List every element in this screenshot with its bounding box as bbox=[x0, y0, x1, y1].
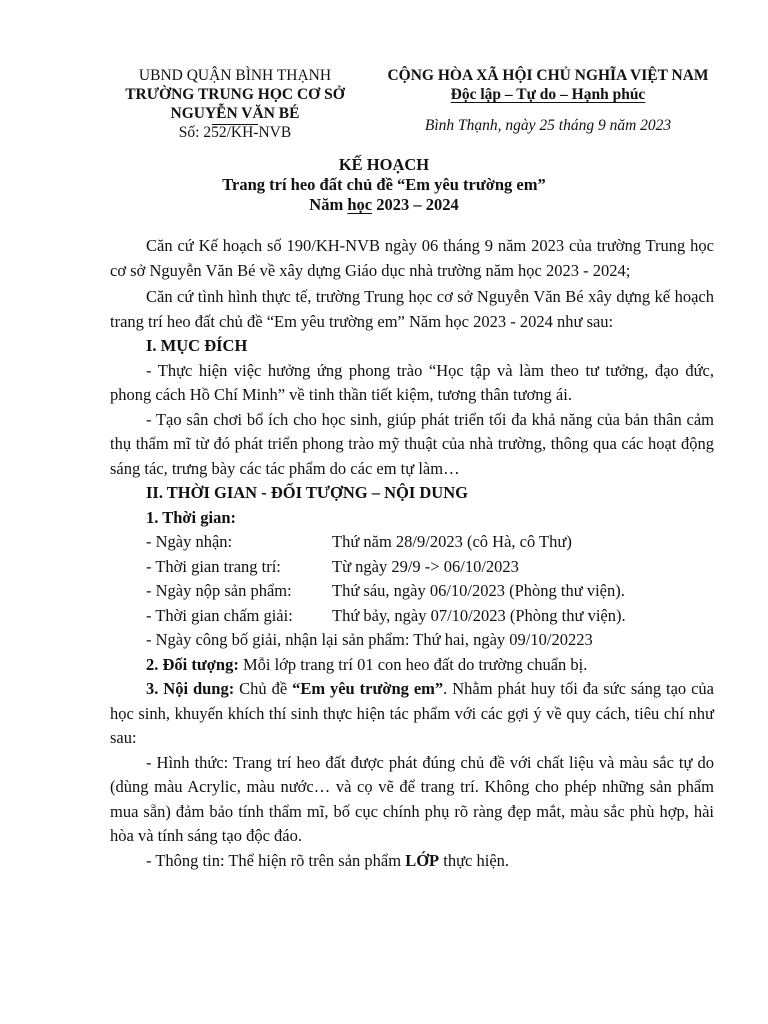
school-year-suffix: 2023 – 2024 bbox=[372, 195, 459, 214]
plan-title: KẾ HOẠCH bbox=[338, 155, 430, 174]
school-year-underlined: học bbox=[347, 195, 373, 214]
header-divider bbox=[212, 124, 258, 125]
content-text-1: Chủ đề bbox=[234, 679, 293, 698]
time-heading: 1. Thời gian: bbox=[146, 507, 236, 527]
intro-paragraph-2: Căn cứ tình hình thực tế, trường Trung học cơ sở Nguyễn Văn Bé xây dựng kế hoạch trang trí heo đất chủ đề “Em yêu trường em” Năm học 2023 - 2024 như sau: bbox=[110, 287, 714, 331]
national-title: CỘNG HÒA XÃ HỘI CHỦ NGHĨA VIỆT NAM bbox=[387, 67, 709, 84]
info-prefix: - Thông tin: Thể hiện rõ trên sản phẩm bbox=[146, 850, 406, 870]
schedule-label: - Thời gian trang trí: bbox=[146, 556, 281, 576]
schedule-row bbox=[110, 604, 714, 629]
award-line: - Ngày công bố giải, nhận lại sản phẩm: Thứ hai, ngày 09/10/20223 bbox=[146, 630, 593, 649]
schedule-value: Từ ngày 29/9 -> 06/10/2023 bbox=[332, 556, 519, 576]
intro-paragraph-1: Căn cứ Kế hoạch số 190/KH-NVB ngày 06 tháng 9 năm 2023 của trường Trung học cơ sở Nguyễn Văn Bé về xây dựng Giáo dục nhà trường năm học 2023 - 2024; bbox=[110, 236, 714, 280]
schedule-row bbox=[110, 530, 714, 555]
schedule-value: Thứ bảy, ngày 07/10/2023 (Phòng thư viện). bbox=[332, 605, 626, 625]
school-year bbox=[110, 195, 658, 215]
content-theme: “Em yêu trường em” bbox=[292, 679, 444, 698]
national-motto: Độc lập – Tự do – Hạnh phúc bbox=[450, 86, 646, 103]
target-line bbox=[110, 653, 714, 678]
schedule-label: - Thời gian chấm giải: bbox=[146, 605, 293, 625]
info-suffix: thực hiện. bbox=[439, 850, 510, 870]
section1-paragraph-2: - Tạo sân chơi bổ ích cho học sinh, giúp phát triển tối đa khả năng của bản thân cảm thụ thẩm mĩ từ đó phát triển phong trào mỹ thuật của nhà trường, thông qua các hoạt động sáng tác, trưng bày các tác phẩm do các em tự làm… bbox=[110, 409, 714, 478]
schedule-row bbox=[110, 555, 714, 580]
school-name-line2: NGUYỄN VĂN BÉ bbox=[170, 105, 300, 122]
section1-paragraph-1: - Thực hiện việc hưởng ứng phong trào “Học tập và làm theo tư tưởng, đạo đức, phong cách Hồ Chí Minh” về tinh thần tiết kiệm, tương thân tương ái. bbox=[110, 360, 714, 404]
target-text: Mỗi lớp trang trí 01 con heo đất do trường chuẩn bị. bbox=[238, 654, 588, 674]
target-label: 2. Đối tượng: bbox=[146, 654, 239, 674]
header-right bbox=[378, 66, 718, 135]
section1-heading: I. MỤC ĐÍCH bbox=[146, 336, 248, 355]
content-paragraph bbox=[110, 677, 714, 751]
plan-subtitle: Trang trí heo đất chủ đề “Em yêu trường em” bbox=[222, 175, 546, 194]
header-left bbox=[110, 66, 360, 142]
district-name: UBND QUẬN BÌNH THẠNH bbox=[138, 67, 332, 84]
content-label: 3. Nội dung: bbox=[146, 679, 235, 698]
schedule-value: Thứ sáu, ngày 06/10/2023 (Phòng thư viện). bbox=[332, 581, 625, 600]
document-number: Số: 252/KH-NVB bbox=[178, 124, 292, 141]
schedule-row bbox=[110, 579, 714, 604]
title-block bbox=[110, 155, 658, 215]
schedule-label: - Ngày nhận: bbox=[146, 532, 233, 551]
school-name-line1: TRƯỜNG TRUNG HỌC CƠ SỞ bbox=[125, 86, 345, 103]
school-year-prefix: Năm bbox=[309, 195, 348, 214]
date-line: Bình Thạnh, ngày 25 tháng 9 năm 2023 bbox=[424, 117, 672, 134]
schedule-label: - Ngày nộp sản phẩm: bbox=[146, 581, 292, 600]
content-text-2: . Nhằm phát huy tối đa sức sáng tạo của học sinh, khuyến khích thí sinh thực hiện tác phẩm với các gợi ý về quy cách, tiêu chí như sau: bbox=[110, 679, 714, 747]
section2-heading: II. THỜI GIAN - ĐỐI TƯỢNG – NỘI DUNG bbox=[146, 483, 468, 502]
form-paragraph: - Hình thức: Trang trí heo đất được phát đúng chủ đề với chất liệu và màu sắc tự do (dùng màu Acrylic, màu nước… và cọ vẽ để trang trí. Không cho phép những sản phẩm mua sẵn) đảm bảo tính thẩm mĩ, bố cục chính phụ rõ ràng đẹp mắt, màu sắc phù hợp, hài hòa và tính sáng tạo độc đáo. bbox=[110, 752, 714, 845]
info-line bbox=[110, 849, 714, 874]
info-bold: LỚP bbox=[405, 850, 440, 870]
document-body bbox=[110, 234, 714, 873]
schedule-value: Thứ năm 28/9/2023 (cô Hà, cô Thư) bbox=[332, 532, 572, 551]
